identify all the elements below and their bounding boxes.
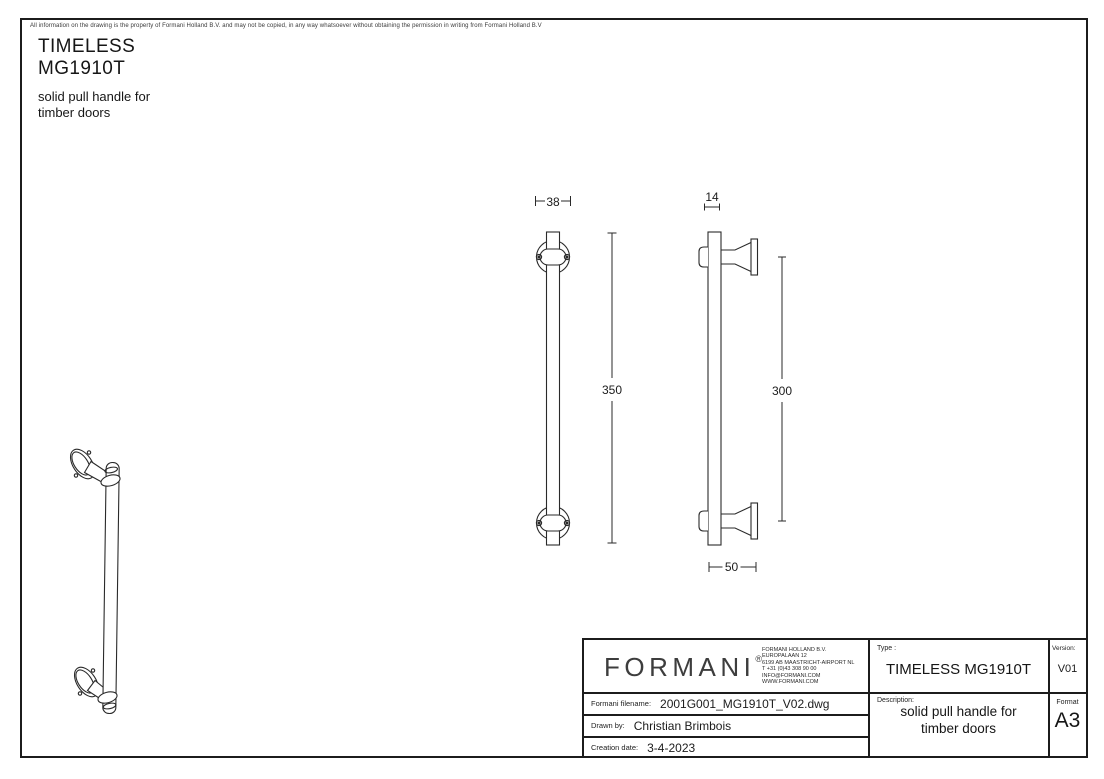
description-label: Description:	[877, 697, 914, 704]
version-value: V01	[1057, 663, 1078, 675]
dim-side-centers: 300	[771, 384, 793, 398]
type-label: Type :	[877, 645, 897, 652]
company-address	[762, 647, 854, 685]
formani-logo: FORMANI®	[604, 652, 763, 682]
product-description-line1: solid pull handle for	[38, 89, 151, 104]
dim-front-width: 38	[546, 195, 560, 209]
dim-side-bar-diameter: 14	[705, 190, 719, 204]
product-description-line2: timber doors	[38, 105, 111, 120]
description-cell	[869, 693, 1048, 756]
title-block	[582, 638, 1088, 758]
type-value: TIMELESS MG1910T	[885, 661, 1032, 678]
address-line: FORMANI HOLLAND B.V.	[762, 647, 827, 653]
filename-value: 2001G001_MG1910T_V02.dwg	[660, 696, 830, 711]
filename-row	[584, 693, 868, 714]
side-view	[699, 232, 758, 545]
address-line: 6199 AB MAASTRICHT-AIRPORT NL	[762, 659, 855, 666]
product-series: TIMELESS	[38, 36, 136, 57]
version-label: Version:	[1052, 645, 1076, 652]
dim-side-depth: 50	[724, 560, 739, 574]
format-value: A3	[1054, 709, 1081, 732]
address-line: INFO@FORMANI.COM	[762, 672, 821, 679]
format-cell	[1049, 693, 1086, 756]
type-cell	[869, 640, 1048, 692]
creation-date-label: Creation date:	[591, 743, 639, 752]
isometric-view	[66, 445, 122, 714]
registered-mark: ®	[755, 654, 763, 664]
dim-front-length: 350	[601, 383, 623, 397]
format-label: Format	[1056, 699, 1079, 706]
copyright-disclaimer: All information on the drawing is the property of Formani Holland B.V. and may not be copied, in any way whatsoever without obtaining the permission in writing from Formani Holland B.V	[30, 23, 542, 29]
creation-date-value: 3-4-2023	[647, 740, 696, 755]
version-cell	[1049, 640, 1086, 692]
drawn-by-row	[584, 715, 868, 736]
address-line: WWW.FORMANI.COM	[762, 679, 819, 686]
address-line: T +31 (0)43 308 90 00	[762, 666, 817, 673]
drawn-by-value: Christian Brimbois	[633, 718, 732, 733]
address-line: EUROPALAAN 12	[762, 653, 807, 660]
dim-line-bar-diameter	[705, 204, 720, 211]
filename-label: Formani filename:	[591, 699, 652, 708]
logo-cell	[584, 640, 868, 692]
creation-date-row	[584, 737, 868, 758]
drawn-by-label: Drawn by:	[591, 721, 625, 730]
product-model: MG1910T	[38, 58, 126, 79]
description-value: solid pull handle for timber doors	[900, 704, 1017, 736]
front-view	[536, 232, 569, 545]
